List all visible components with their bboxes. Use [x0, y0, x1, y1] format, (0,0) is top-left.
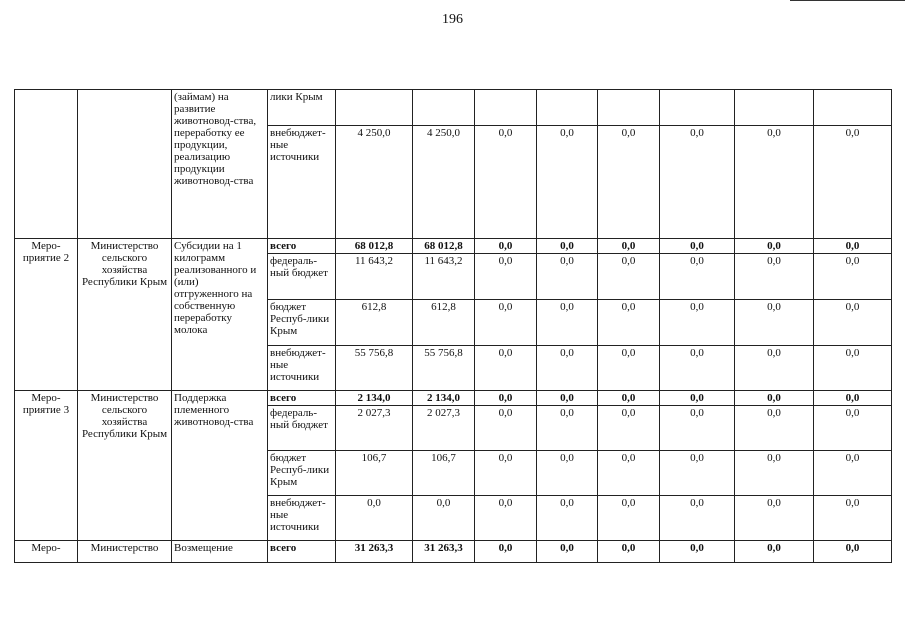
value-cell: 0,0 — [660, 254, 735, 300]
value-cell: 106,7 — [336, 451, 413, 496]
value-cell: 0,0 — [814, 406, 892, 451]
value-cell: 0,0 — [537, 406, 598, 451]
measure-number-cell: Меро- — [15, 541, 78, 563]
funding-source-cell: федераль-ный бюджет — [268, 406, 336, 451]
value-cell: 11 643,2 — [336, 254, 413, 300]
value-cell — [537, 90, 598, 126]
value-cell: 0,0 — [475, 496, 537, 541]
value-cell: 2 027,3 — [413, 406, 475, 451]
value-cell: 0,0 — [735, 346, 814, 391]
value-cell: 0,0 — [537, 541, 598, 563]
value-cell: 11 643,2 — [413, 254, 475, 300]
value-cell: 0,0 — [660, 126, 735, 239]
measure-number-cell: Меро-приятие 2 — [15, 239, 78, 391]
value-cell: 0,0 — [537, 126, 598, 239]
value-cell: 0,0 — [598, 496, 660, 541]
value-cell: 0,0 — [735, 451, 814, 496]
value-cell: 0,0 — [475, 254, 537, 300]
value-cell: 0,0 — [735, 496, 814, 541]
value-cell: 0,0 — [660, 300, 735, 346]
value-cell: 2 134,0 — [413, 391, 475, 406]
value-cell — [598, 90, 660, 126]
funding-source-cell: бюджет Респуб-лики Крым — [268, 300, 336, 346]
value-cell: 106,7 — [413, 451, 475, 496]
value-cell: 0,0 — [537, 496, 598, 541]
table-row — [15, 239, 892, 254]
value-cell — [413, 90, 475, 126]
value-cell: 0,0 — [475, 406, 537, 451]
value-cell: 55 756,8 — [336, 346, 413, 391]
value-cell: 0,0 — [660, 541, 735, 563]
value-cell: 0,0 — [537, 346, 598, 391]
value-cell: 0,0 — [814, 126, 892, 239]
value-cell: 0,0 — [814, 254, 892, 300]
value-cell: 2 134,0 — [336, 391, 413, 406]
value-cell: 31 263,3 — [336, 541, 413, 563]
value-cell: 0,0 — [735, 254, 814, 300]
value-cell: 0,0 — [537, 239, 598, 254]
value-cell: 0,0 — [660, 239, 735, 254]
value-cell — [660, 90, 735, 126]
funding-source-cell: всего — [268, 541, 336, 563]
value-cell — [475, 90, 537, 126]
value-cell: 612,8 — [336, 300, 413, 346]
value-cell: 0,0 — [336, 496, 413, 541]
funding-source-cell: бюджет Респуб-лики Крым — [268, 451, 336, 496]
value-cell: 2 027,3 — [336, 406, 413, 451]
value-cell: 0,0 — [814, 239, 892, 254]
value-cell: 0,0 — [475, 391, 537, 406]
value-cell: 0,0 — [814, 346, 892, 391]
measure-description-cell: (займам) на развитие животновод-ства, переработку ее продукции, реализацию продукции животновод-ства — [172, 90, 268, 239]
value-cell: 0,0 — [660, 346, 735, 391]
top-border-line — [790, 0, 905, 1]
value-cell: 0,0 — [660, 496, 735, 541]
funding-source-cell: федераль-ный бюджет — [268, 254, 336, 300]
value-cell: 0,0 — [660, 451, 735, 496]
value-cell: 0,0 — [598, 391, 660, 406]
value-cell — [814, 90, 892, 126]
value-cell: 0,0 — [814, 391, 892, 406]
value-cell: 0,0 — [814, 300, 892, 346]
value-cell: 612,8 — [413, 300, 475, 346]
measure-number-cell: Меро-приятие 3 — [15, 391, 78, 541]
responsible-org-cell — [78, 90, 172, 239]
value-cell: 0,0 — [475, 300, 537, 346]
value-cell: 0,0 — [598, 406, 660, 451]
measure-description-cell: Субсидии на 1 килограмм реализованного и (или) отгруженного на собственную переработку молока — [172, 239, 268, 391]
value-cell: 0,0 — [475, 541, 537, 563]
value-cell: 0,0 — [598, 239, 660, 254]
value-cell: 0,0 — [660, 406, 735, 451]
page-number: 196 — [442, 12, 463, 27]
value-cell: 0,0 — [735, 126, 814, 239]
value-cell: 0,0 — [537, 300, 598, 346]
value-cell: 55 756,8 — [413, 346, 475, 391]
responsible-org-cell: Министерство сельского хозяйства Республики Крым — [78, 391, 172, 541]
value-cell: 0,0 — [814, 451, 892, 496]
value-cell: 68 012,8 — [336, 239, 413, 254]
value-cell: 0,0 — [598, 541, 660, 563]
value-cell: 0,0 — [660, 391, 735, 406]
value-cell: 0,0 — [475, 451, 537, 496]
value-cell: 0,0 — [598, 346, 660, 391]
responsible-org-cell: Министерство сельского хозяйства Республики Крым — [78, 239, 172, 391]
value-cell: 0,0 — [537, 254, 598, 300]
value-cell: 0,0 — [598, 126, 660, 239]
value-cell: 68 012,8 — [413, 239, 475, 254]
value-cell: 0,0 — [598, 451, 660, 496]
measure-description-cell: Поддержка племенного животновод-ства — [172, 391, 268, 541]
funding-source-cell: всего — [268, 239, 336, 254]
table-row — [15, 90, 892, 126]
responsible-org-cell: Министерство — [78, 541, 172, 563]
funding-source-cell: внебюджет-ные источники — [268, 346, 336, 391]
value-cell: 0,0 — [475, 346, 537, 391]
value-cell: 0,0 — [413, 496, 475, 541]
value-cell: 0,0 — [735, 239, 814, 254]
value-cell: 31 263,3 — [413, 541, 475, 563]
value-cell: 0,0 — [735, 541, 814, 563]
value-cell: 0,0 — [735, 391, 814, 406]
table-row — [15, 541, 892, 563]
value-cell: 0,0 — [537, 451, 598, 496]
table-row — [15, 391, 892, 406]
value-cell: 4 250,0 — [336, 126, 413, 239]
value-cell: 0,0 — [814, 541, 892, 563]
value-cell: 0,0 — [598, 300, 660, 346]
funding-source-cell: внебюджет-ные источники — [268, 496, 336, 541]
value-cell: 4 250,0 — [413, 126, 475, 239]
value-cell — [336, 90, 413, 126]
value-cell: 0,0 — [475, 239, 537, 254]
value-cell: 0,0 — [814, 496, 892, 541]
funding-source-cell: внебюджет-ные источники — [268, 126, 336, 239]
value-cell: 0,0 — [735, 406, 814, 451]
value-cell: 0,0 — [735, 300, 814, 346]
measure-number-cell — [15, 90, 78, 239]
funding-source-cell: лики Крым — [268, 90, 336, 126]
value-cell: 0,0 — [537, 391, 598, 406]
value-cell — [735, 90, 814, 126]
value-cell: 0,0 — [598, 254, 660, 300]
measure-description-cell: Возмещение — [172, 541, 268, 563]
funding-source-cell: всего — [268, 391, 336, 406]
value-cell: 0,0 — [475, 126, 537, 239]
budget-table — [14, 89, 892, 563]
